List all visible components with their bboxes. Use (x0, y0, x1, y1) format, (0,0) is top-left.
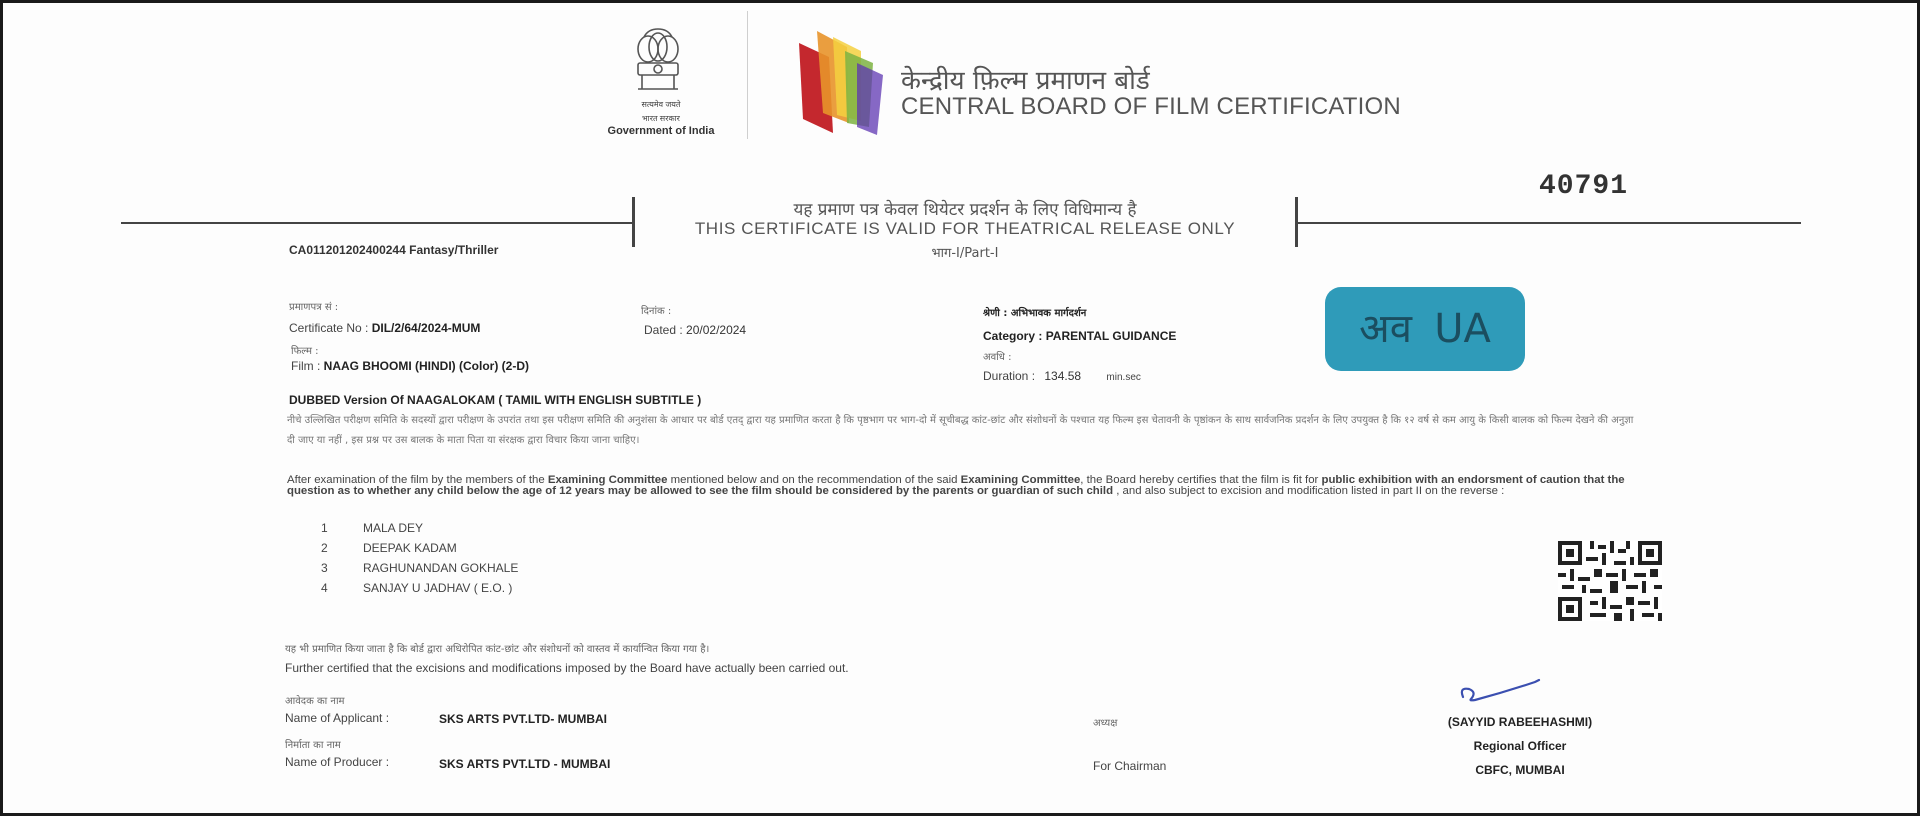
body-text-bold: Examining Committee (960, 474, 1081, 486)
header-divider (747, 11, 748, 139)
body-text-part: , and also subject to excision and modification listed in part II on the reverse : (1113, 485, 1505, 497)
producer-label: Name of Producer : (285, 755, 390, 769)
dubbed-note: DUBBED Version Of NAAGALOKAM ( TAMIL WITH ENGLISH SUBTITLE ) (289, 393, 702, 407)
body-text-part: , the Board hereby certifies that (1080, 474, 1239, 486)
board-name: CENTRAL BOARD OF FILM CERTIFICATION (901, 93, 1401, 120)
film-hindi: फिल्म : (291, 346, 319, 357)
board-name-hindi: केन्द्रीय फ़िल्म प्रमाणन बोर्ड (901, 66, 1150, 96)
category-hindi: श्रेणी : अभिभावक मार्गदर्शन (983, 308, 1087, 319)
further-certified-hindi: यह भी प्रमाणित किया जाता है कि बोर्ड द्वारा अधिरोपित कांट-छांट और संशोधनों को वास्तव में कार्यान्वित किया गया है। (285, 644, 710, 655)
duration-hindi: अवधि : (983, 352, 1012, 363)
chairman-hindi: अध्यक्ष (1093, 718, 1118, 729)
body-text-english (287, 475, 1657, 497)
body-text-bold: public exhibition with an endorsment of caution that the question as to whether any child below the age of 12 years may be allowed to see the film should (287, 474, 1625, 497)
producer-value: SKS ARTS PVT.LTD - MUMBAI (439, 757, 611, 771)
member-name: DEEPAK KADAM (363, 541, 457, 555)
member-name: RAGHUNANDAN GOKHALE (363, 561, 519, 575)
category-label: Category : (983, 329, 1043, 343)
officer-office: CBFC, MUMBAI (1475, 763, 1565, 777)
emblem-gov-hindi: भारत सरकार (642, 114, 680, 123)
rating-badge-english: UA (1434, 306, 1491, 352)
national-emblem-icon (628, 27, 688, 101)
emblem-motto: सत्यमेव जयते (641, 100, 681, 109)
body-text-bold: Examining Committee (547, 474, 668, 486)
film-value: NAAG BHOOMI (HINDI) (Color) (2-D) (323, 359, 529, 373)
officer-name: (SAYYID RABEEHASHMI) (1447, 715, 1593, 729)
certificate-page (3, 3, 1917, 813)
member-number: 3 (321, 561, 328, 575)
dated-hindi: दिनांक : (641, 306, 672, 317)
further-certified-english: Further certified that the excisions and modifications imposed by the Board have actually been carried out. (285, 661, 849, 675)
dated-field (644, 323, 746, 337)
body-text-part: mentioned below and on the recommendation of the said (667, 474, 961, 486)
committee-member-list (321, 521, 681, 601)
qr-code-icon (1558, 541, 1662, 621)
cert-no-hindi: प्रमाणपत्र सं : (289, 302, 339, 313)
cbfc-logo-icon (789, 23, 889, 139)
body-text-hindi: नीचे उल्लिखित परीक्षण समिति के सदस्यों द्वारा परीक्षण के उपरांत तथा इस परीक्षण समिति की अनुशंसा के आधार पर बोर्ड एतद् द्वारा यह प्रमाणित करता है कि पृष्ठभाग पर भाग-दो में सूचीबद्ध कांट-छांट और संशोधनों के पश्चात यह फिल्म इस चेतावनी के पृष्ठांकन के साथ सार्वजनिक प्रदर्शन के लिए उपयुक्त है कि १२ वर्ष से कम आयु के किसी बालक को फिल्म देखने की अनुज्ञा दी जाए या नहीं , इस प्रश्न पर उस बालक के माता पिता या संरक्षक द्वारा विचार किया जाना चाहिए। (287, 415, 1634, 446)
producer-hindi: निर्माता का नाम (285, 740, 341, 751)
for-chairman-label: For Chairman (1093, 759, 1167, 773)
member-number: 4 (321, 581, 328, 595)
cert-no-field (289, 321, 480, 335)
duration-unit: min.sec (1106, 372, 1141, 383)
banner-line-left (121, 222, 635, 224)
validity-part: भाग-I/Part-I (931, 246, 999, 261)
category-value: PARENTAL GUIDANCE (1045, 329, 1177, 343)
officer-title: Regional Officer (1473, 739, 1567, 753)
signature-icon (1455, 667, 1555, 707)
dated-label: Dated : (644, 323, 683, 337)
member-number: 1 (321, 521, 328, 535)
duration-value: 134.58 (1044, 369, 1082, 383)
film-field (291, 359, 529, 373)
cert-no-label: Certificate No : (289, 321, 369, 335)
dated-value: 20/02/2024 (686, 323, 747, 337)
member-number: 2 (321, 541, 328, 555)
duration-label: Duration : (983, 369, 1036, 383)
validity-english: THIS CERTIFICATE IS VALID FOR THEATRICAL RELEASE ONLY (694, 219, 1236, 238)
body-text-part: the film is fit for (1241, 474, 1322, 486)
rating-badge (1325, 287, 1525, 371)
reference-code: CA011201202400244 Fantasy/Thriller (289, 243, 499, 257)
applicant-label: Name of Applicant : (285, 711, 390, 725)
member-name: SANJAY U JADHAV ( E.O. ) (363, 581, 513, 595)
emblem-government: Government of India (607, 125, 715, 137)
body-text-part: After examination of the film by the members of the (287, 474, 548, 486)
validity-hindi: यह प्रमाण पत्र केवल थियेटर प्रदर्शन के लिए विधिमान्य है (793, 200, 1137, 220)
body-text-bold: be considered by the parents or guardian of such child (815, 485, 1114, 497)
applicant-value: SKS ARTS PVT.LTD- MUMBAI (439, 712, 607, 726)
certificate-serial: 40791 (1539, 171, 1629, 202)
category-field (983, 329, 1176, 343)
member-name: MALA DEY (363, 521, 424, 535)
cert-no-value: DIL/2/64/2024-MUM (371, 321, 481, 335)
duration-field (983, 369, 1141, 383)
rating-badge-hindi: अव (1359, 306, 1412, 352)
applicant-hindi: आवेदक का नाम (285, 696, 345, 707)
banner-line-right (1297, 222, 1801, 224)
film-label: Film : (291, 359, 321, 373)
